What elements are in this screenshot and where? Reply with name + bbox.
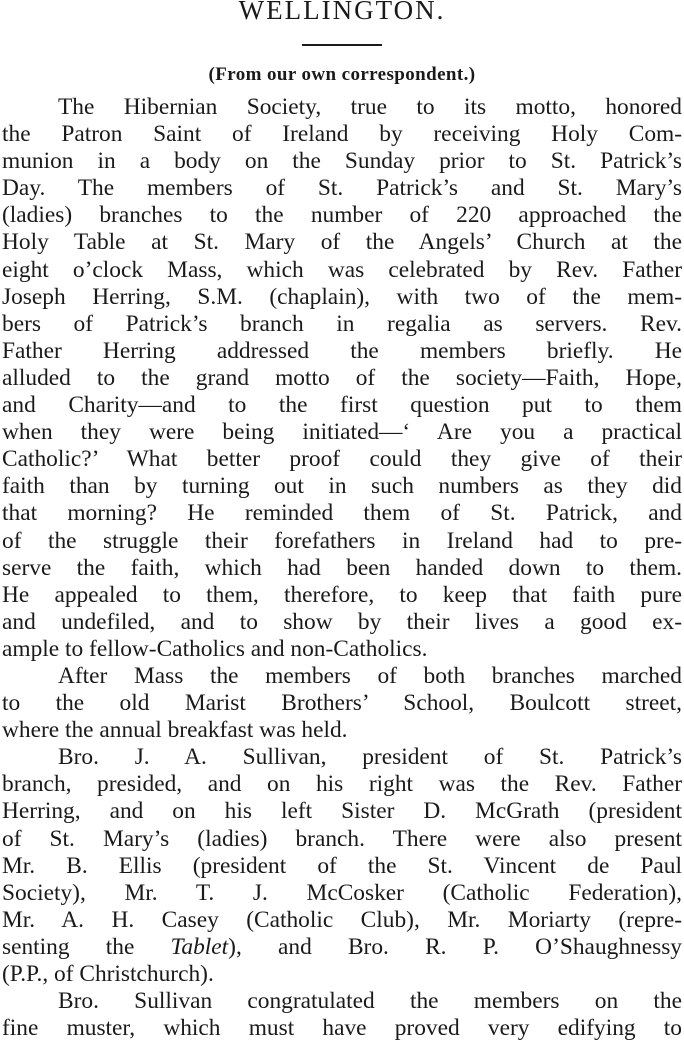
- body-line: [2, 988, 682, 1015]
- body-line: [2, 853, 682, 880]
- body-line: [2, 94, 682, 121]
- line-text: Joseph Herring, S.M. (chaplain), with two of the mem-: [2, 283, 682, 310]
- body-line: [2, 528, 682, 555]
- body-line: [2, 798, 682, 825]
- line-text: He appealed to them, therefore, to keep that faith pure: [2, 581, 682, 608]
- line-text: (ladies) branches to the number of 220 approached the: [2, 202, 682, 229]
- line-text: Herring, and on his left Sister D. McGrath (president: [2, 798, 682, 825]
- line-text: where the annual breakfast was held.: [2, 717, 348, 744]
- line-text: that morning? He reminded them of St. Patrick, and: [2, 500, 682, 527]
- line-text: senting the: [2, 933, 171, 960]
- line-text: of St. Mary’s (ladies) branch. There were also present: [2, 825, 682, 852]
- body-line: [2, 392, 682, 419]
- body-line: [2, 907, 682, 934]
- body-line: [2, 663, 682, 690]
- body-line: [2, 609, 682, 636]
- body-line: [2, 555, 682, 582]
- line-text: alluded to the grand motto of the society—Faith, Hope,: [2, 364, 682, 391]
- body-line: [2, 121, 682, 148]
- line-text: munion in a body on the Sunday prior to St. Patrick’s: [2, 148, 682, 175]
- italic-title: Tablet: [170, 933, 229, 960]
- body-line: [2, 175, 682, 202]
- line-text: Holy Table at St. Mary of the Angels’ Church at the: [2, 229, 682, 256]
- body-line: [2, 934, 682, 961]
- headline-rule: [302, 44, 382, 46]
- body-line: [2, 257, 682, 284]
- line-text: Father Herring addressed the members briefly. He: [2, 337, 682, 364]
- body-line: [2, 1015, 682, 1042]
- article-body: [2, 94, 682, 1042]
- headline: WELLINGTON.: [238, 0, 446, 25]
- line-text: faith than by turning out in such numbers as they did: [2, 473, 682, 500]
- body-line: [2, 582, 682, 609]
- line-text: (P.P., of Christchurch).: [2, 961, 214, 987]
- line-text: the Patron Saint of Ireland by receiving Holy Com-: [2, 121, 682, 148]
- line-text: of the struggle their forefathers in Ireland had to pre-: [2, 527, 682, 554]
- line-text: ample to fellow-Catholics and non-Catholics.: [2, 635, 428, 662]
- body-line: [2, 473, 682, 500]
- line-text: Day. The members of St. Patrick’s and St. Mary’s: [2, 175, 682, 202]
- line-text: ), and Bro. R. P. O’Shaughnessy: [228, 933, 682, 960]
- body-line: [2, 744, 682, 771]
- line-text: fine muster, which must have proved very edifying to: [2, 1015, 682, 1042]
- body-line: [2, 636, 682, 663]
- body-line: [2, 961, 682, 988]
- body-line: [2, 826, 682, 853]
- body-line: [2, 148, 682, 175]
- line-text: The Hibernian Society, true to its motto, honored: [58, 94, 682, 120]
- body-line: [2, 338, 682, 365]
- body-line: [2, 690, 682, 717]
- body-line: [2, 446, 682, 473]
- line-text: Mr. A. H. Casey (Catholic Club), Mr. Moriarty (repre-: [2, 906, 682, 933]
- byline: (From our own correspondent.): [208, 64, 476, 85]
- line-text: Mr. B. Ellis (president of the St. Vincent de Paul: [2, 852, 682, 879]
- line-text: Bro. J. A. Sullivan, president of St. Patrick’s: [58, 744, 682, 771]
- body-line: [2, 365, 682, 392]
- line-text: After Mass the members of both branches marched: [58, 662, 682, 689]
- body-line: [2, 202, 682, 229]
- line-text: Bro. Sullivan congratulated the members on the: [58, 988, 682, 1015]
- line-text: and Charity—and to the first question put to them: [2, 392, 682, 419]
- line-text: Catholic?’ What better proof could they give of their: [2, 446, 682, 473]
- line-text: serve the faith, which had been handed down to them.: [2, 554, 682, 581]
- body-line: [2, 419, 682, 446]
- body-line: [2, 284, 682, 311]
- line-text: branch, presided, and on his right was the Rev. Father: [2, 771, 682, 798]
- body-line: [2, 500, 682, 527]
- line-text: eight o’clock Mass, which was celebrated by Rev. Father: [2, 256, 682, 283]
- body-line: [2, 880, 682, 907]
- line-text: bers of Patrick’s branch in regalia as servers. Rev.: [2, 310, 682, 337]
- body-line: [2, 229, 682, 256]
- body-line: [2, 717, 682, 744]
- body-line: [2, 311, 682, 338]
- line-text: Society), Mr. T. J. McCosker (Catholic Federation),: [2, 879, 682, 906]
- line-text: to the old Marist Brothers’ School, Boulcott street,: [2, 690, 682, 717]
- line-text: and undefiled, and to show by their lives a good ex-: [2, 608, 682, 635]
- body-line: [2, 771, 682, 798]
- line-text: when they were being initiated—‘ Are you a practical: [2, 419, 682, 446]
